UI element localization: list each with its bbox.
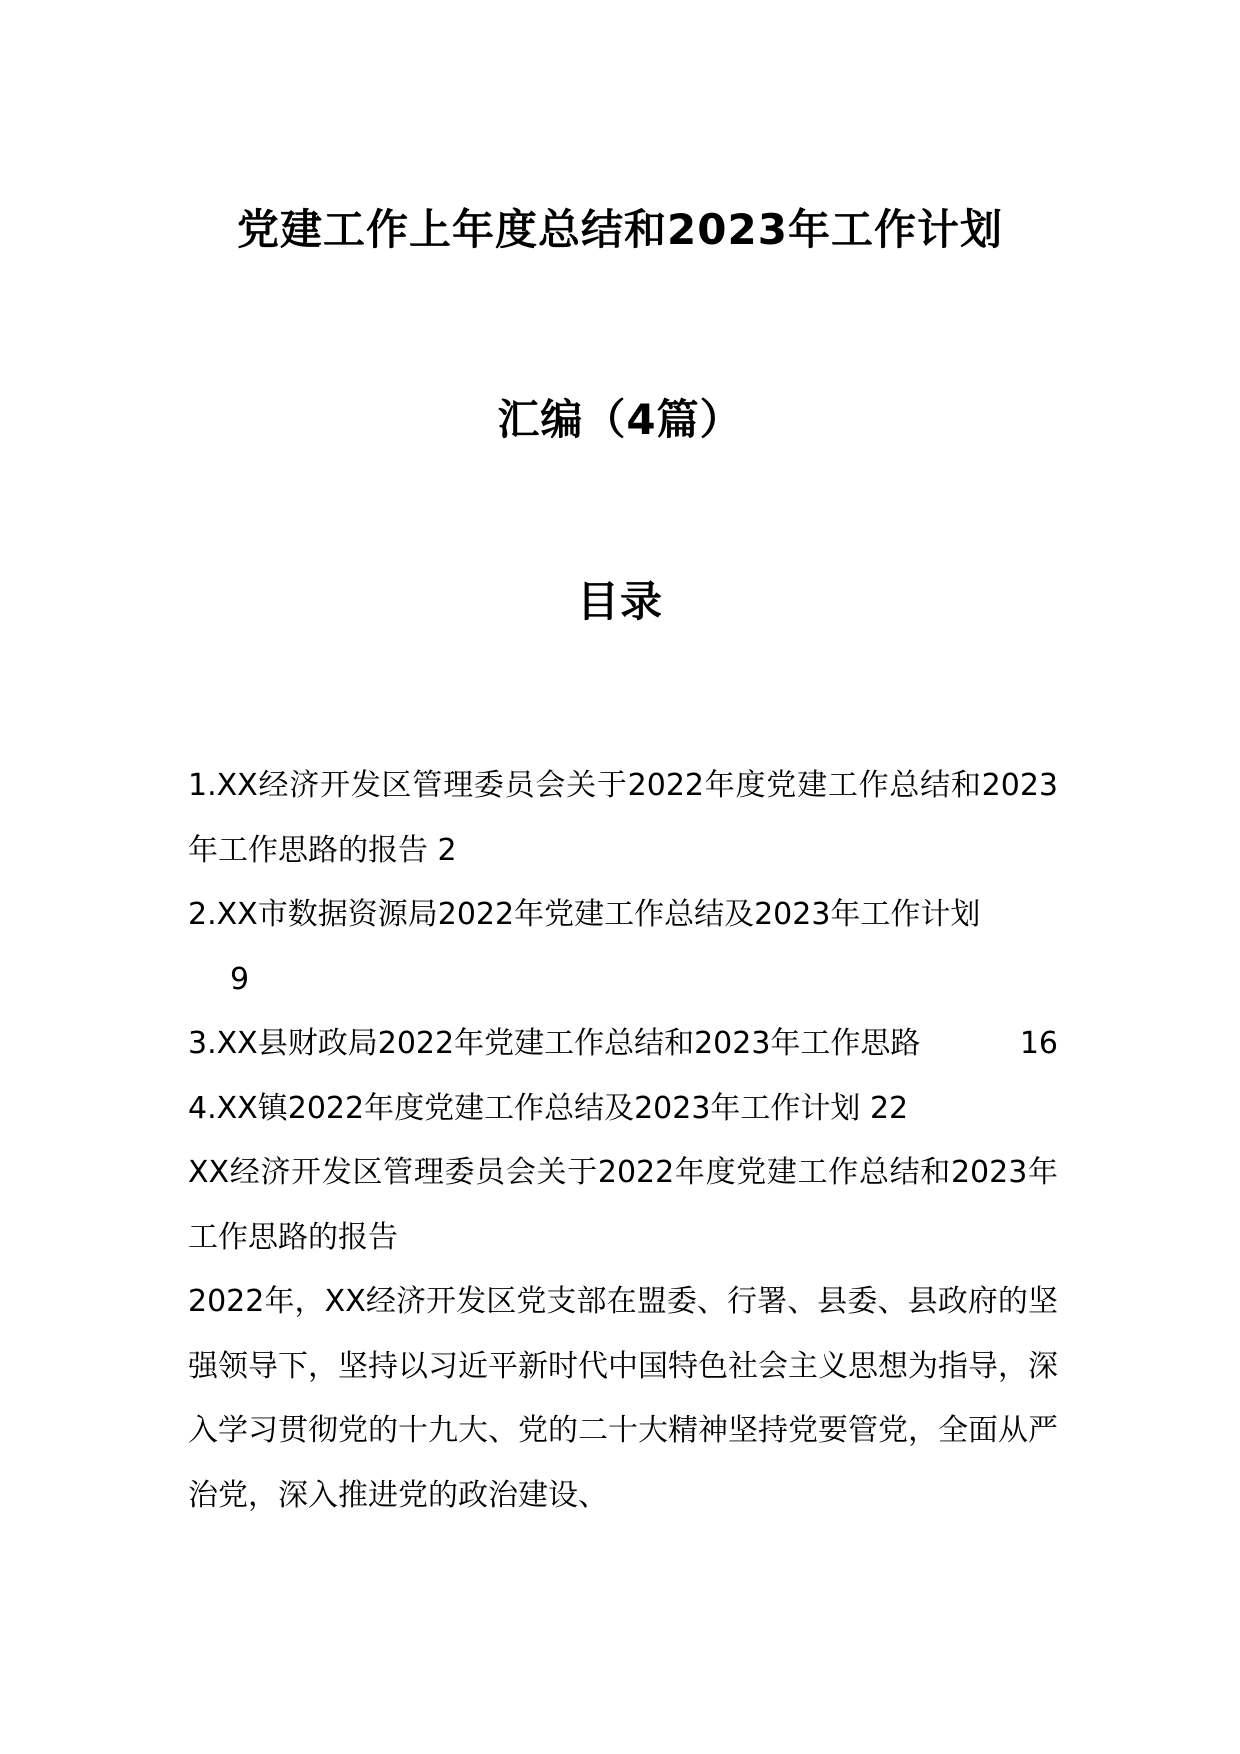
toc-item-3[interactable] [188, 1012, 1058, 1077]
document-title-line-1: 党建工作上年度总结和2023年工作计划 [237, 205, 1003, 254]
toc-item-1[interactable] [188, 754, 1058, 883]
toc-item-4[interactable] [188, 1077, 1058, 1142]
document-title-line-2: 汇编（4篇） [497, 395, 743, 444]
toc-heading: 目录 [576, 577, 663, 626]
toc-item-text: 2.XX市数据资源局2022年党建工作总结及2023年工作计划 [188, 897, 981, 932]
toc-item-text: 3.XX县财政局2022年党建工作总结和2023年工作思路 [188, 1026, 921, 1061]
article-paragraph: 2022年，XX经济开发区党支部在盟委、行署、县委、县政府的坚强领导下，坚持以习近平新时代中国特色社会主义思想为指导，深入学习贯彻党的十九大、党的二十大精神坚持党要管党，全面从严治党，深入推进党的政治建设、 [188, 1284, 1058, 1513]
article-title: XX经济开发区管理委员会关于2022年度党建工作总结和2023年工作思路的报告 [188, 1155, 1058, 1255]
toc-item-text: 1.XX经济开发区管理委员会关于2022年度党建工作总结和2023年工作思路的报告 [188, 768, 1058, 868]
toc-item-page: 16 [1019, 1026, 1058, 1061]
toc-item-2[interactable] [188, 883, 1058, 1012]
toc-item-page: 22 [869, 1090, 909, 1126]
toc-item-page: 2 [437, 832, 457, 868]
table-of-contents [188, 754, 1058, 1528]
toc-item-text: 4.XX镇2022年度党建工作总结及2023年工作计划 [188, 1090, 861, 1126]
toc-item-page: 9 [230, 961, 250, 997]
